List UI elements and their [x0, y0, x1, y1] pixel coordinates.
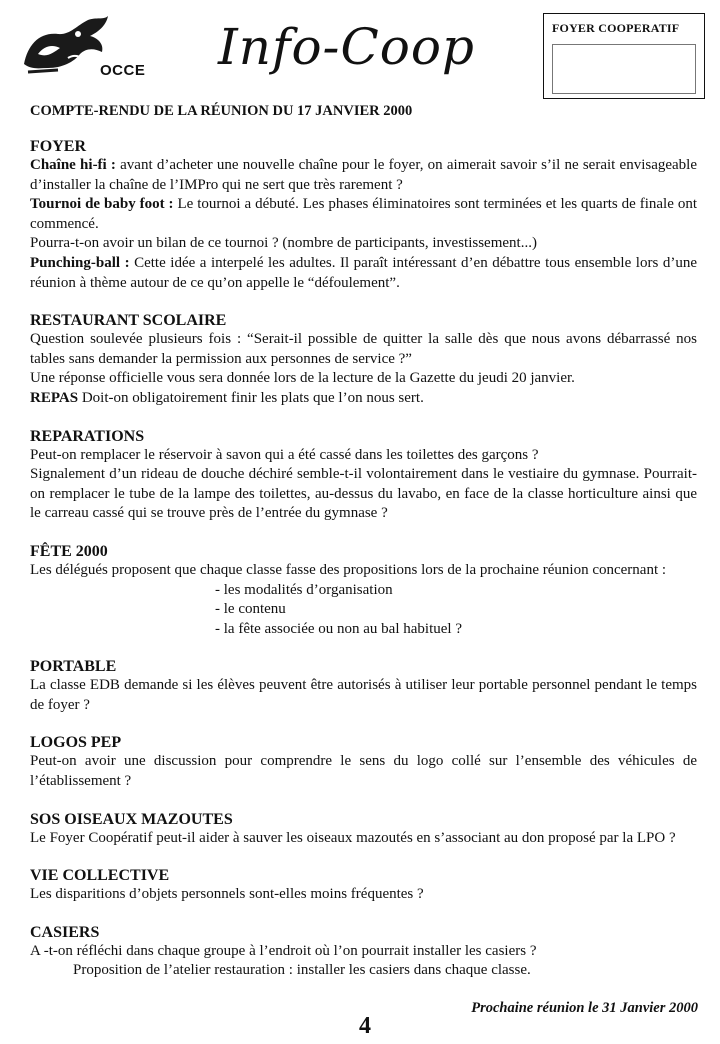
- item-label: REPAS: [30, 389, 79, 406]
- section-title: FOYER: [30, 138, 86, 155]
- item-label: Tournoi de baby foot :: [30, 196, 174, 213]
- report-body: [30, 137, 697, 999]
- section-foyer: [30, 137, 697, 293]
- section-title: RESTAURANT SCOLAIRE: [30, 312, 227, 330]
- occe-logo: [18, 14, 113, 76]
- list-item: - les modalités d’organisation: [215, 581, 393, 598]
- paragraph: [30, 254, 697, 293]
- paragraph: La classe EDB demande si les élèves peuvent être autorisés à utiliser leur portable personnel pendant le temps de foyer ?: [30, 677, 697, 713]
- newsletter-title: Info-Coop: [218, 18, 475, 76]
- paragraph: Le Foyer Coopératif peut-il aider à sauver les oiseaux mazoutés en s’associant au don proposé par la LPO ?: [30, 829, 676, 846]
- section-title: FÊTE 2000: [30, 542, 108, 560]
- paragraph: Signalement d’un rideau de douche déchiré semble-t-il volontairement dans le vestiaire du gymnase. Pourrait-on remplacer le tube de la lampe des toilettes, au-dessus du lavabo, en face de la classe horticulture ainsi que le carreau cassé qui se trouve près de l’entrée du gymnase ?: [30, 466, 697, 522]
- paragraph: Peut-on avoir une discussion pour comprendre le sens du logo collé sur l’ensemble des véhicules de l’établissement ?: [30, 753, 697, 790]
- section-casiers: [30, 923, 697, 981]
- paragraph: Une réponse officielle vous sera donnée lors de la lecture de la Gazette du jeudi 20 janvier.: [30, 370, 575, 387]
- paragraph: Les disparitions d’objets personnels sont-elles moins fréquentes ?: [30, 886, 424, 903]
- section-fete: [30, 542, 697, 639]
- item-text: Doit-on obligatoirement finir les plats que l’on nous sert.: [78, 389, 424, 406]
- list-item: - le contenu: [215, 601, 286, 618]
- section-title: SOS OISEAUX MAZOUTES: [30, 810, 233, 828]
- paragraph: Pourra-t-on avoir un bilan de ce tournoi ? (nombre de participants, investissement...): [30, 235, 537, 252]
- foyer-stamp: [543, 13, 705, 99]
- item-label: Punching-ball :: [30, 254, 130, 271]
- section-title: CASIERS: [30, 923, 100, 941]
- report-heading: COMPTE-RENDU DE LA RÉUNION DU 17 JANVIER 2000: [30, 103, 413, 119]
- paragraph: [30, 156, 697, 195]
- paragraph: Question soulevée plusieurs fois : “Serait-il possible de quitter la salle dès que nous avons débarrassé nos tables sans demander la permission aux personnes de service ?”: [30, 331, 697, 367]
- section-reparations: [30, 427, 697, 524]
- fete-list: [215, 581, 697, 640]
- paragraph: Les délégués proposent que chaque classe fasse des propositions lors de la prochaine réunion concernant :: [30, 561, 667, 578]
- next-meeting-note: Prochaine réunion le 31 Janvier 2000: [471, 1000, 698, 1016]
- item-text: Cette idée a interpelé les adultes. Il paraît intéressant d’en débattre tous ensemble lors d’une réunion à thème autour de ce qu’on appelle le “défoulement”.: [30, 254, 697, 291]
- list-item: - la fête associée ou non au bal habituel ?: [215, 620, 462, 637]
- item-text: avant d’acheter une nouvelle chaîne pour le foyer, on aimerait savoir s’il ne serait envisageable d’installer la chaîne de l’IMPro qui ne sert que très rarement ?: [30, 157, 697, 193]
- paragraph: [30, 389, 697, 409]
- section-title: VIE COLLECTIVE: [30, 867, 170, 885]
- section-portable: [30, 657, 697, 715]
- paragraph: Peut-on remplacer le réservoir à savon qui a été cassé dans les toilettes des garçons ?: [30, 446, 539, 463]
- occe-label: OCCE: [100, 62, 146, 79]
- paragraph: A -t-on réfléchi dans chaque groupe à l’endroit où l’on pourrait installer les casiers ?: [30, 942, 537, 959]
- item-label: Chaîne hi-fi :: [30, 157, 116, 173]
- section-title: LOGOS PEP: [30, 734, 122, 752]
- stamp-title: FOYER COOPERATIF: [552, 21, 680, 35]
- paragraph: [30, 195, 697, 234]
- paragraph: Proposition de l’atelier restauration : installer les casiers dans chaque classe.: [73, 962, 531, 979]
- section-oiseaux: [30, 810, 697, 849]
- section-title: PORTABLE: [30, 658, 117, 676]
- section-title: REPARATIONS: [30, 427, 145, 445]
- section-restaurant: [30, 311, 697, 408]
- section-vie-collective: [30, 866, 697, 905]
- section-logos: [30, 733, 697, 791]
- item-text: Le tournoi a débuté. Les phases éliminatoires sont terminées et les quarts de finale ont commencé.: [30, 196, 697, 232]
- occe-emblem-icon: [18, 14, 113, 76]
- stamp-box: [552, 44, 696, 94]
- page-number: 4: [359, 1013, 371, 1039]
